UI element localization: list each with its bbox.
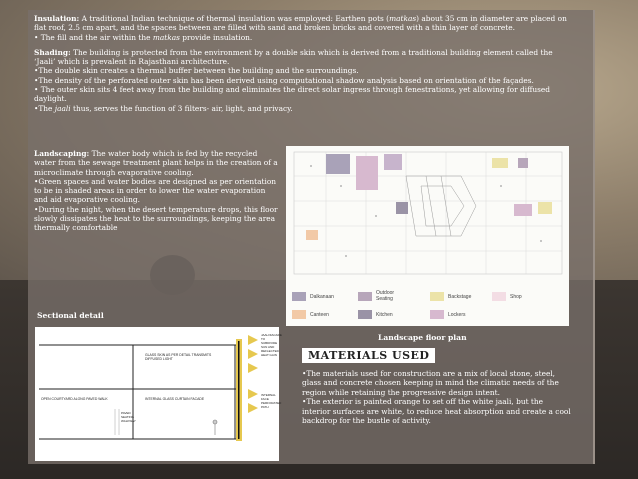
insulation-bullet: provide insulation. [179,32,253,42]
shading-heading: Shading: [34,47,71,57]
shading-bullet: •The double skin creates a thermal buffer between the building and the surroundings. [34,66,359,76]
legend-label: Lockers [448,312,466,318]
landscaping-text: The water body which is fed by the recycled water from the sewage treatment plant helps in the creation of a microclimate through evaporative cooling. [34,149,278,177]
section-drawing [35,327,282,461]
legend-swatch [292,310,306,319]
insulation-heading: Insulation: [34,14,80,23]
materials-body [302,369,572,425]
shading-bullet: • The outer skin sits 4 feet away from the building and eliminates the direct solar ingress through fenestrations, yet allowing for diffused daylight. [34,85,550,104]
floor-plan-caption: Landscape floor plan [378,333,467,342]
insulation-text: ) about 35 cm in diameter are placed on flat roof, 2.5 cm apart, and the spaces between are filled with sand and broken bricks and covered with a thin layer of concrete. [34,14,567,33]
shading-bullet: •The density of the perforated outer skin has been derived using computational shadow analysis based on orientation of the façades. [34,75,534,85]
legend-label: Backstage [448,294,472,300]
landscaping-bullet: •Green spaces and water bodies are designed as per orientation to be in shaded areas in order to lower the water evaporation and aid evaporative cooling. [34,176,277,205]
section-label-top: JAALI/FACADE TO SUBDIVIDE SUN AND REFLECTED HEAT GAIN [261,333,282,357]
shading-term: jaali [54,103,71,113]
shading-bullet: thus, serves the function of 3 filters- air, light, and privacy. [70,103,293,113]
legend-label: Kitchen [376,312,393,318]
section-caption: Sectional detail [37,311,104,320]
insulation-bullet: • The fill and the air within the [34,32,153,42]
legend-swatch [430,310,444,319]
landscaping-paragraph [34,149,280,233]
materials-section [302,344,572,464]
landscaping-heading: Landscaping: [34,149,90,158]
legend-swatch [492,292,506,301]
legend-label: Outdoor Seating [376,290,395,302]
insulation-text: A traditional Indian technique of thermal insulation was employed: Earthen pots ( [79,14,390,23]
materials-bullet: •The materials used for construction are a mix of local stone, steel, glass and concrete chosen keeping in mind the climatic needs of the region while retaining the progressive design intent. [302,369,559,397]
section-label-mid-right: INTERNAL GLASS CURTAIN FACADE [145,397,205,401]
legend-label: Canteen [310,312,329,318]
legend-swatch [292,292,306,301]
landscaping-bullet: •During the night, when the desert temperature drops, this floor slowly dissipates the heat to the surroundings, keeping the area thermally comfortable [34,204,278,233]
materials-bullet: •The exterior is painted orange to set off the white jaali, but the interior surfaces are white, to reduce heat absorption and create a cool backdrop for the bustle of activity. [302,397,571,426]
legend-swatch [358,310,372,319]
insulation-term: matkas [389,14,417,23]
top-text-block [34,14,570,113]
section-label-bottom-mid: PAVED SEATING WALKWAY [121,411,136,423]
legend-swatch [430,292,444,301]
insulation-term: matkas [152,32,180,42]
legend-swatch [358,292,372,301]
section-label-bottom-left: OPEN COURTYARD ALONG PAVED WALK [41,397,108,401]
legend-label: Shop [510,294,522,300]
section-label-bottom-right: INTERNAL FACE PERFORATED PATH [261,393,282,409]
insulation-paragraph [34,14,570,42]
panel-edge [593,10,595,464]
section-label-mid-left: GLASS SKIN AS PER DETAIL TRANSMITS DIFFUSED LIGHT [145,353,212,362]
floor-plan-image [286,146,569,326]
shading-bullet: •The [34,103,55,113]
shading-text: The building is protected from the environment by a double skin which is derived from a traditional building element called the ‘Jaali’ which is prevalent in Rajasthani architecture. [34,47,553,67]
legend-label: Dalkanaan [310,294,334,300]
materials-title: MATERIALS USED [302,348,435,363]
section-diagram [35,327,282,461]
shading-paragraph [34,48,570,113]
